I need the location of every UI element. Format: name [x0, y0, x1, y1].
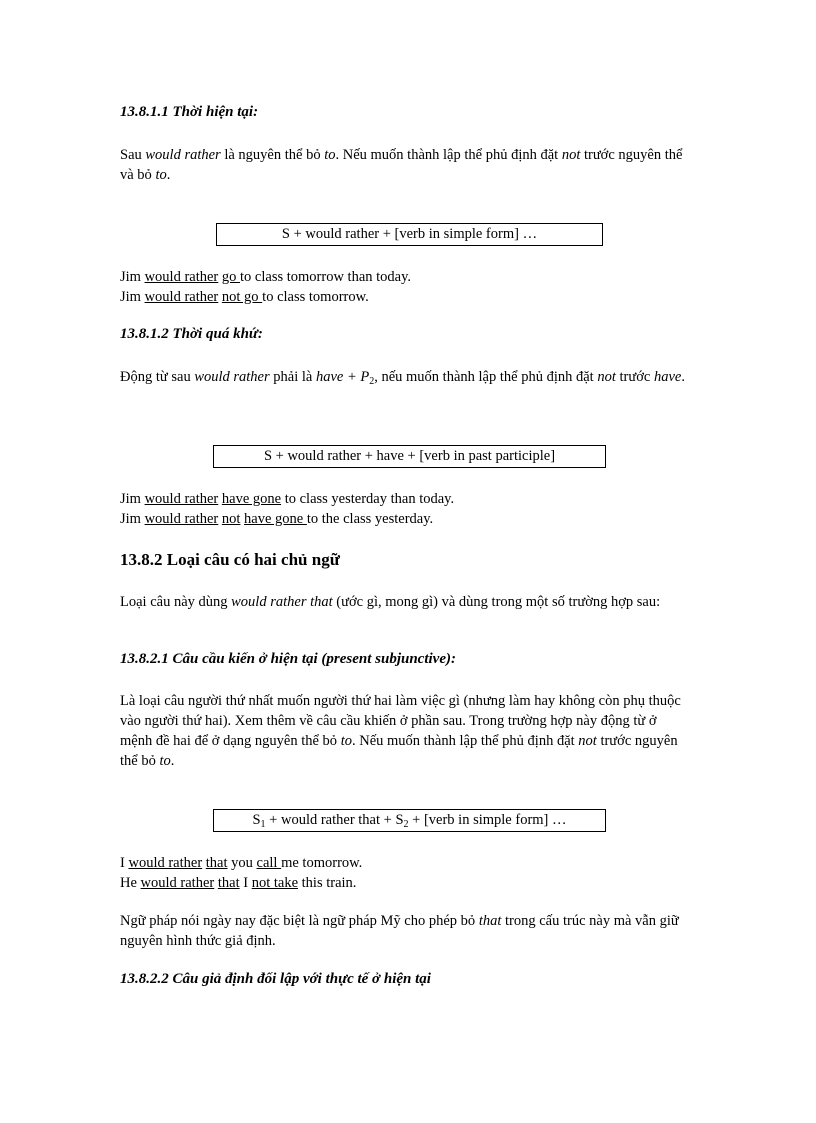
example-past-2: Jim would rather not have gone to the class yesterday.	[120, 511, 434, 527]
heading-two-subjects: 13.8.2 Loại câu có hai chủ ngữ	[120, 550, 340, 569]
paragraph-present-rule: Sau would rather là nguyên thể bỏ to. Nếu muốn thành lập thể phủ định đặt not trước nguyên thể và bỏ to.	[120, 147, 683, 183]
example-subjunctive-2: He would rather that I not take this train.	[120, 875, 357, 891]
example-past-1: Jim would rather have gone to class yesterday than today.	[120, 491, 455, 507]
paragraph-that-omission: Ngữ pháp nói ngày nay đặc biệt là ngữ pháp Mỹ cho phép bỏ that trong cấu trúc này mà vẫn giữ nguyên hình thức giả định.	[120, 913, 679, 949]
formula-box-present: S + would rather + [verb in simple form] …	[216, 223, 603, 246]
heading-present-tense: 13.8.1.1 Thời hiện tại:	[120, 104, 259, 120]
example-present-2: Jim would rather not go to class tomorrow.	[120, 289, 369, 305]
heading-counterfactual-present: 13.8.2.2 Câu giả định đối lập với thực tế ở hiện tại	[120, 971, 431, 987]
formula-box-subjunctive: $S_1$ + would rather that + $S_2$ + [verb in simple form] …	[213, 809, 606, 832]
example-subjunctive-1: I would rather that you call me tomorrow.	[120, 855, 363, 871]
paragraph-past-rule: Động từ sau would rather phải là have + $P_2$, nếu muốn thành lập thể phủ định đặt not trước have.	[120, 369, 685, 387]
formula-box-past: S + would rather + have + [verb in past participle]	[213, 445, 606, 468]
paragraph-two-subjects: Loại câu này dùng would rather that (ước gì, mong gì) và dùng trong một số trường hợp sau:	[120, 594, 661, 610]
example-present-1: Jim would rather go to class tomorrow than today.	[120, 269, 412, 285]
heading-past-tense: 13.8.1.2 Thời quá khứ:	[120, 326, 263, 342]
heading-present-subjunctive: 13.8.2.1 Câu cầu kiến ở hiện tại (present subjunctive):	[120, 651, 456, 667]
paragraph-present-subjunctive: Là loại câu người thứ nhất muốn người thứ hai làm việc gì (nhưng làm hay không còn phụ thuộc vào người thứ hai). Xem thêm về câu cầu khiến ở phần sau. Trong trường hợp này động từ ở mệnh đề hai để ở dạng nguyên thể bỏ to. Nếu muốn thành lập thể phủ định đặt not trước nguyên thể bỏ to.	[120, 693, 681, 769]
